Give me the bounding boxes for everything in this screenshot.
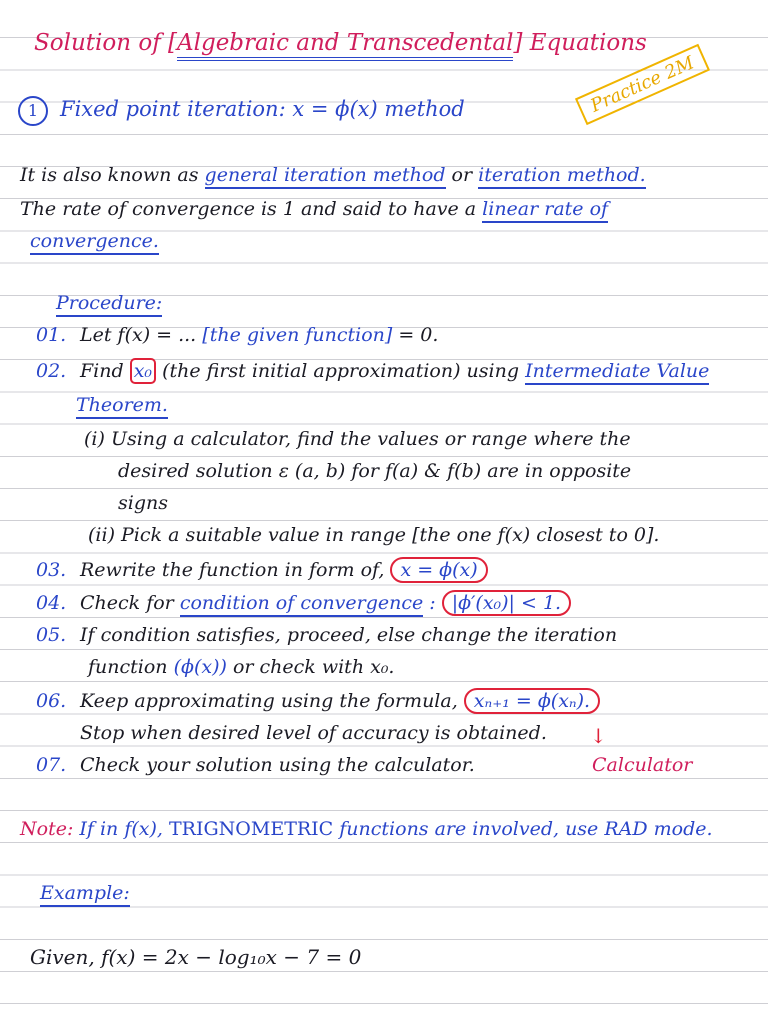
note-keyword: TRIGNOMETRIC [169, 818, 334, 840]
step-number: 04. [36, 592, 67, 614]
step-number: 03. [36, 559, 67, 581]
note-label: Note: [20, 818, 74, 840]
step-text: Find [80, 360, 124, 382]
section-heading-right: : x = ϕ(x) method [278, 97, 465, 121]
step-text: function [88, 656, 168, 678]
convergence-box: |ϕ′(x₀)| < 1. [442, 590, 571, 616]
step-number: 05. [36, 624, 67, 646]
example-heading [40, 880, 130, 906]
intro-line-3 [30, 228, 159, 254]
step-number: 01. [36, 324, 67, 346]
note-line [20, 816, 713, 842]
section-heading-left: Fixed point iteration [60, 97, 279, 121]
intro-text: It is also known as [20, 164, 199, 186]
calculator-note: Calculator [592, 754, 693, 776]
note-mode: RAD mode. [604, 818, 713, 840]
step-07 [36, 752, 475, 778]
step-text: : [429, 592, 436, 614]
initial-approx-box: x₀ [130, 358, 156, 384]
step-02-sub-i-2: desired solution ε (a, b) for f(a) & f(b) are in opposite [118, 460, 632, 482]
title-prefix: Solution of [ [34, 30, 177, 56]
step-04 [36, 590, 571, 616]
example-label: Example: [40, 882, 130, 907]
down-arrow-icon: ↓ [590, 724, 607, 748]
step-text: Keep approximating using the formula, [80, 690, 458, 712]
step-text: or check with x₀. [232, 656, 395, 678]
step-02-sub-ii: (ii) Pick a suitable value in range [the one f(x) closest to 0]. [88, 524, 660, 546]
intro-line-2 [20, 196, 608, 222]
section-number-badge: 1 [18, 96, 48, 126]
step-02 [36, 358, 709, 384]
step-term-theorem: Theorem. [76, 394, 168, 419]
step-02-cont [76, 392, 168, 418]
iteration-formula-box: xₙ₊₁ = ϕ(xₙ). [464, 688, 600, 714]
intro-text: or [451, 164, 473, 186]
step-term-ivt: Intermediate Value [525, 360, 709, 385]
step-text-highlight: [the given function] [202, 324, 393, 346]
step-text: Let f(x) = ... [80, 324, 197, 346]
step-text: = 0. [398, 324, 439, 346]
step-text: If condition satisfies, proceed, else change the iteration [80, 624, 618, 646]
step-05 [36, 622, 617, 648]
note-text: If in f(x), [79, 818, 163, 840]
step-02-sub-i-3: signs [118, 492, 168, 514]
step-text: Check your solution using the calculator. [80, 754, 475, 776]
step-term-convergence: condition of convergence [180, 592, 423, 617]
step-text: Check for [80, 592, 174, 614]
step-text-highlight: (ϕ(x)) [173, 656, 227, 678]
formula-box: x = ϕ(x) [390, 557, 487, 583]
procedure-heading [56, 290, 162, 316]
intro-term-linear: linear rate of [482, 198, 608, 223]
given-equation: Given, f(x) = 2x − log₁₀x − 7 = 0 [30, 945, 362, 969]
step-05-cont [88, 654, 394, 680]
procedure-label: Procedure: [56, 292, 162, 317]
step-text: (the first initial approximation) using [162, 360, 520, 382]
step-01 [36, 322, 438, 348]
title-topic: Algebraic and Transcedental [177, 30, 513, 61]
intro-text: The rate of convergence is 1 and said to have a [20, 198, 477, 220]
intro-term-general: general iteration method [205, 164, 446, 189]
step-number: 02. [36, 360, 67, 382]
intro-line-1 [20, 162, 646, 188]
page-title [34, 30, 647, 56]
title-suffix: ] Equations [513, 30, 647, 56]
step-06 [36, 688, 600, 714]
practice-stamp: Practice 2M [575, 44, 710, 125]
section-heading [18, 96, 465, 126]
intro-term-iteration: iteration method. [478, 164, 646, 189]
intro-term-convergence: convergence. [30, 230, 159, 255]
step-text: Rewrite the function in form of, [80, 559, 385, 581]
note-text: functions are involved, use [339, 818, 599, 840]
step-02-sub-i-1: (i) Using a calculator, find the values or range where the [84, 428, 631, 450]
step-number: 07. [36, 754, 67, 776]
step-number: 06. [36, 690, 67, 712]
step-03 [36, 557, 488, 583]
step-06-cont: Stop when desired level of accuracy is obtained. [80, 722, 547, 744]
